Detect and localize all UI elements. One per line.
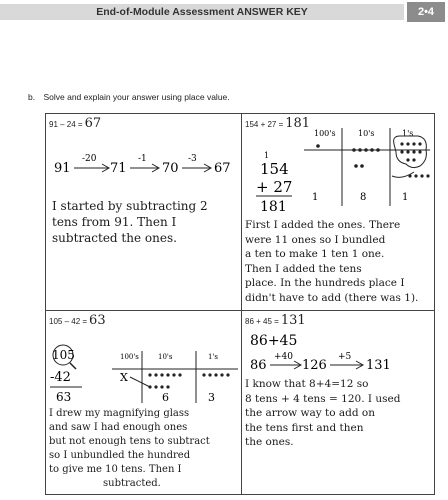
vertical-top: 105 <box>52 348 75 362</box>
problem-explanation: First I added the ones. There were 11 ones so I bundled a ten to make 1 ten 1 one. Then I added the tens place. In the hundreds place I didn't have to add (there was 1). <box>245 219 419 304</box>
instruction-text: Solve and explain your answer using place value. <box>43 92 230 102</box>
hundred-dot <box>316 144 320 148</box>
vertical-bottom: + 27 <box>256 178 293 196</box>
chart-digit: 8 <box>360 192 367 203</box>
chart-digit: 1 <box>312 192 319 203</box>
arrow-way-point: 126 <box>302 358 327 373</box>
problem-expression: 154 + 27 = 181 <box>245 116 311 131</box>
chart-header: 100's <box>314 129 336 138</box>
chart-header: 10's <box>158 353 173 361</box>
problem-cell-4 <box>242 311 434 494</box>
problem-answer: 67 <box>84 116 102 131</box>
number-line-start: 91 <box>54 161 71 176</box>
problem-answer: 63 <box>89 313 106 328</box>
chart-header: 1's <box>208 353 218 361</box>
vertical-result: 63 <box>56 390 72 404</box>
chart-digit: 3 <box>208 391 215 404</box>
number-line-step: -20 <box>82 154 97 164</box>
problem-expression: 105 – 42 = 63 <box>49 313 106 328</box>
problem-explanation: I started by subtracting 2 tens from 91. Then I subtracted the ones. <box>52 199 208 245</box>
chart-header: 10's <box>358 129 375 138</box>
one-dots <box>202 373 229 376</box>
vertical-top: 154 <box>260 160 289 178</box>
arrow-way-start: 86 <box>250 358 267 373</box>
chart-header: 1's <box>402 129 414 138</box>
problem-cell-3 <box>46 311 241 494</box>
arrow-way-step: +5 <box>338 352 352 362</box>
problem-cell-2 <box>242 114 434 310</box>
ten-dots <box>352 148 380 168</box>
chart-header: 100's <box>120 353 139 361</box>
module-badge: 2•4 <box>407 2 445 22</box>
chart-digit: 6 <box>162 391 169 404</box>
carry-digit: 1 <box>264 151 270 160</box>
problem-answer: 131 <box>280 313 306 328</box>
instruction <box>28 92 230 102</box>
number-line-point: 70 <box>162 161 179 176</box>
number-line-step: -1 <box>138 154 147 164</box>
number-line-point: 71 <box>110 161 127 176</box>
problem-expression: 86 + 45 = 131 <box>245 313 306 328</box>
problem-expression: 91 – 24 = 67 <box>49 116 102 131</box>
vertical-bottom: -42 <box>50 370 71 385</box>
problem-cell-1 <box>46 114 241 310</box>
crossed-hundred: X <box>120 371 128 384</box>
number-line-step: -3 <box>188 154 197 164</box>
number-line-point: 67 <box>214 161 231 176</box>
vertical-result: 181 <box>260 199 287 215</box>
problem-explanation: I drew my magnifying glass and saw I had enough ones but not enough tens to subtract so I unbundled the hundred to give me 10 tens. Then I subtracted. <box>49 408 210 489</box>
ten-dots <box>148 373 181 388</box>
written-problem: 86+45 <box>250 333 298 349</box>
arrow-way-point: 131 <box>366 358 391 373</box>
header-title: End-of-Module Assessment ANSWER KEY <box>0 4 404 20</box>
page-header <box>0 0 448 26</box>
problem-answer: 181 <box>285 116 311 131</box>
problem-explanation: I know that 8+4=12 so 8 tens + 4 tens = 120. I used the arrow way to add on the tens first and then the ones. <box>245 378 401 448</box>
arrow-way-step: +40 <box>274 352 293 362</box>
answer-grid <box>45 113 435 495</box>
instruction-label: b. <box>28 92 36 102</box>
chart-digit: 1 <box>402 192 409 203</box>
